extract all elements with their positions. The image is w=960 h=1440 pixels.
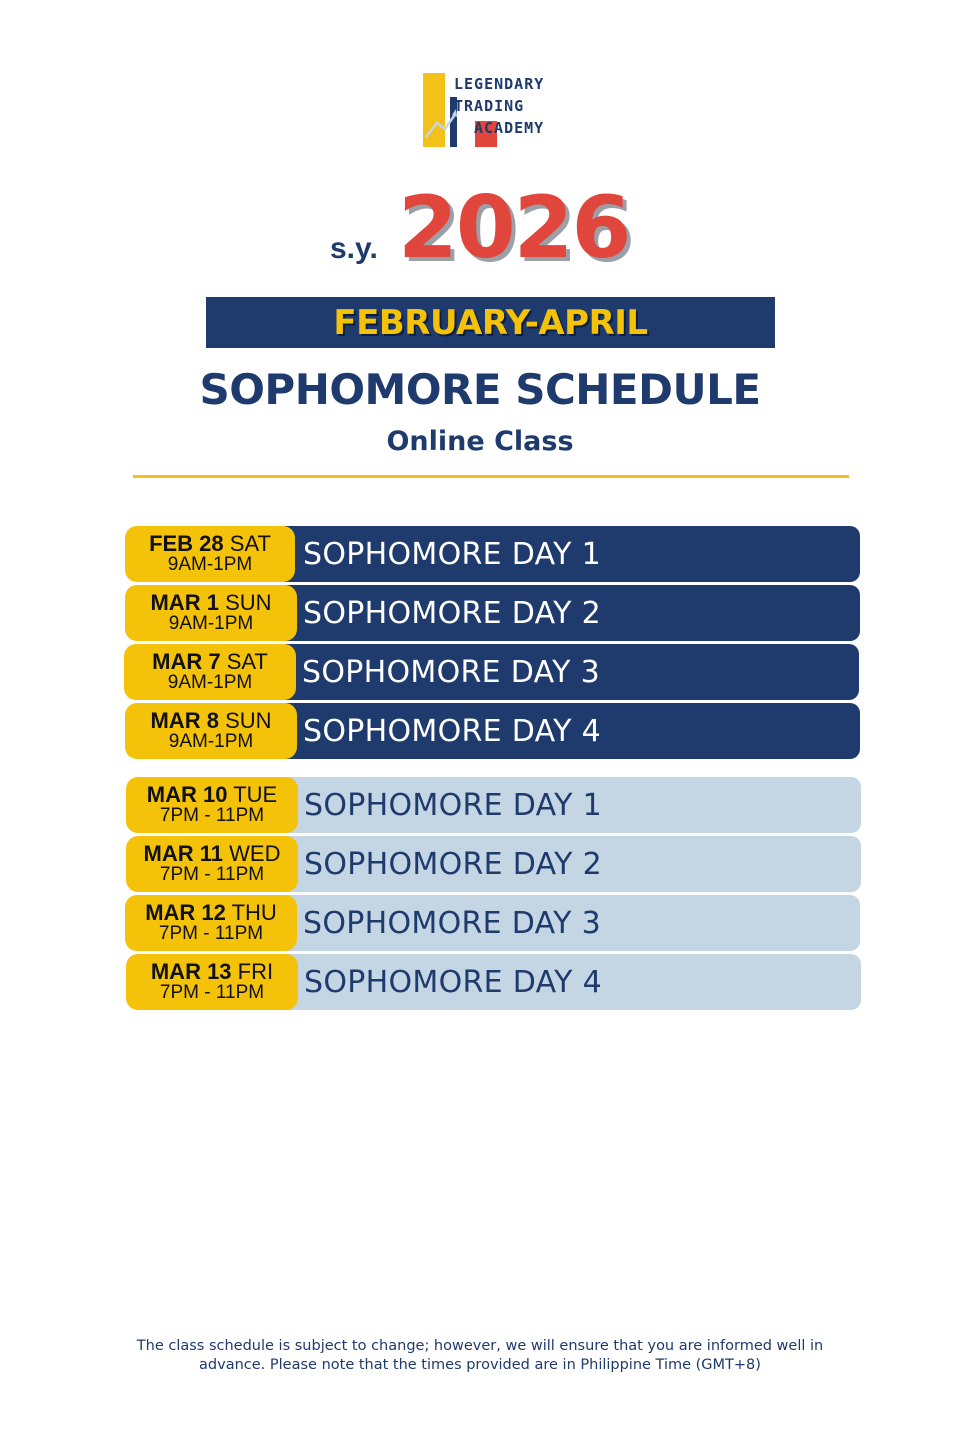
session-label: SOPHOMORE DAY 3 — [303, 905, 601, 941]
weekday-label: SUN — [225, 708, 272, 733]
date-badge — [126, 777, 298, 833]
academy-logo — [423, 73, 563, 147]
date-badge — [125, 585, 297, 641]
logo-line-2: TRADING — [454, 97, 525, 115]
date-label: MAR 8 — [150, 708, 219, 733]
session-bar — [275, 585, 860, 641]
date-label: MAR 13 — [150, 959, 232, 984]
date-badge — [126, 836, 298, 892]
logo-line-3: ACADEMY — [474, 119, 545, 137]
session-label: SOPHOMORE DAY 4 — [304, 964, 602, 1000]
schedule-row — [126, 954, 861, 1010]
date-badge — [125, 526, 295, 582]
date-label: MAR 11 — [143, 841, 224, 866]
session-bar — [276, 836, 861, 892]
date-label: MAR 1 — [150, 590, 219, 615]
time-label: 9AM-1PM — [167, 554, 253, 575]
page-subtitle: Online Class — [386, 426, 574, 457]
schedule-row — [126, 836, 861, 892]
date-label: MAR 10 — [146, 782, 228, 807]
logo-text — [454, 73, 544, 139]
session-bar — [274, 644, 859, 700]
footer-line-2: advance. Please note that the times provided are in Philippine Time (GMT+8) — [199, 1357, 761, 1373]
session-bar — [276, 777, 861, 833]
time-label: 9AM-1PM — [168, 613, 254, 634]
session-label: SOPHOMORE DAY 4 — [303, 713, 601, 749]
session-label: SOPHOMORE DAY 1 — [304, 787, 602, 823]
school-year-value: 2026 — [398, 178, 630, 278]
school-year — [0, 178, 960, 278]
weekday-label: SUN — [225, 590, 272, 615]
schedule-row — [125, 585, 860, 641]
session-label: SOPHOMORE DAY 2 — [304, 846, 602, 882]
term-banner — [206, 297, 775, 348]
time-label: 7PM - 11PM — [159, 805, 265, 826]
session-bar — [276, 954, 861, 1010]
time-label: 9AM-1PM — [168, 731, 254, 752]
schedule-row — [125, 703, 860, 759]
schedule-row — [125, 526, 860, 582]
weekday-label: TUE — [233, 782, 278, 807]
weekday-label: SAT — [226, 649, 268, 674]
date-label: MAR 7 — [152, 649, 221, 674]
schedule-row — [125, 895, 860, 951]
date-badge — [125, 703, 297, 759]
date-badge — [124, 644, 296, 700]
term-label: FEBRUARY-APRIL — [333, 302, 648, 343]
date-label: MAR 12 — [145, 900, 226, 925]
time-label: 7PM - 11PM — [158, 923, 264, 944]
session-bar — [275, 526, 860, 582]
session-label: SOPHOMORE DAY 2 — [303, 595, 601, 631]
schedule-row — [124, 644, 859, 700]
school-year-label: s.y. — [330, 232, 378, 265]
logo-mark-icon — [423, 73, 457, 147]
weekday-label: THU — [231, 900, 277, 925]
footer-line-1: The class schedule is subject to change; however, we will ensure that you are informed well in — [136, 1338, 824, 1354]
session-bar — [275, 703, 860, 759]
divider — [133, 475, 849, 478]
date-label: FEB 28 — [149, 531, 224, 556]
logo-line-1: LEGENDARY — [454, 75, 545, 93]
time-label: 7PM - 11PM — [159, 982, 265, 1003]
time-label: 9AM-1PM — [167, 672, 253, 693]
weekday-label: SAT — [229, 531, 271, 556]
schedule-row — [126, 777, 861, 833]
page-title: SOPHOMORE SCHEDULE — [199, 365, 761, 414]
date-badge — [125, 895, 297, 951]
weekday-label: WED — [229, 841, 281, 866]
session-bar — [275, 895, 860, 951]
weekday-label: FRI — [237, 959, 274, 984]
time-label: 7PM - 11PM — [159, 864, 265, 885]
date-badge — [126, 954, 298, 1010]
session-label: SOPHOMORE DAY 1 — [303, 536, 601, 572]
footer-note — [0, 1337, 960, 1375]
session-label: SOPHOMORE DAY 3 — [302, 654, 600, 690]
